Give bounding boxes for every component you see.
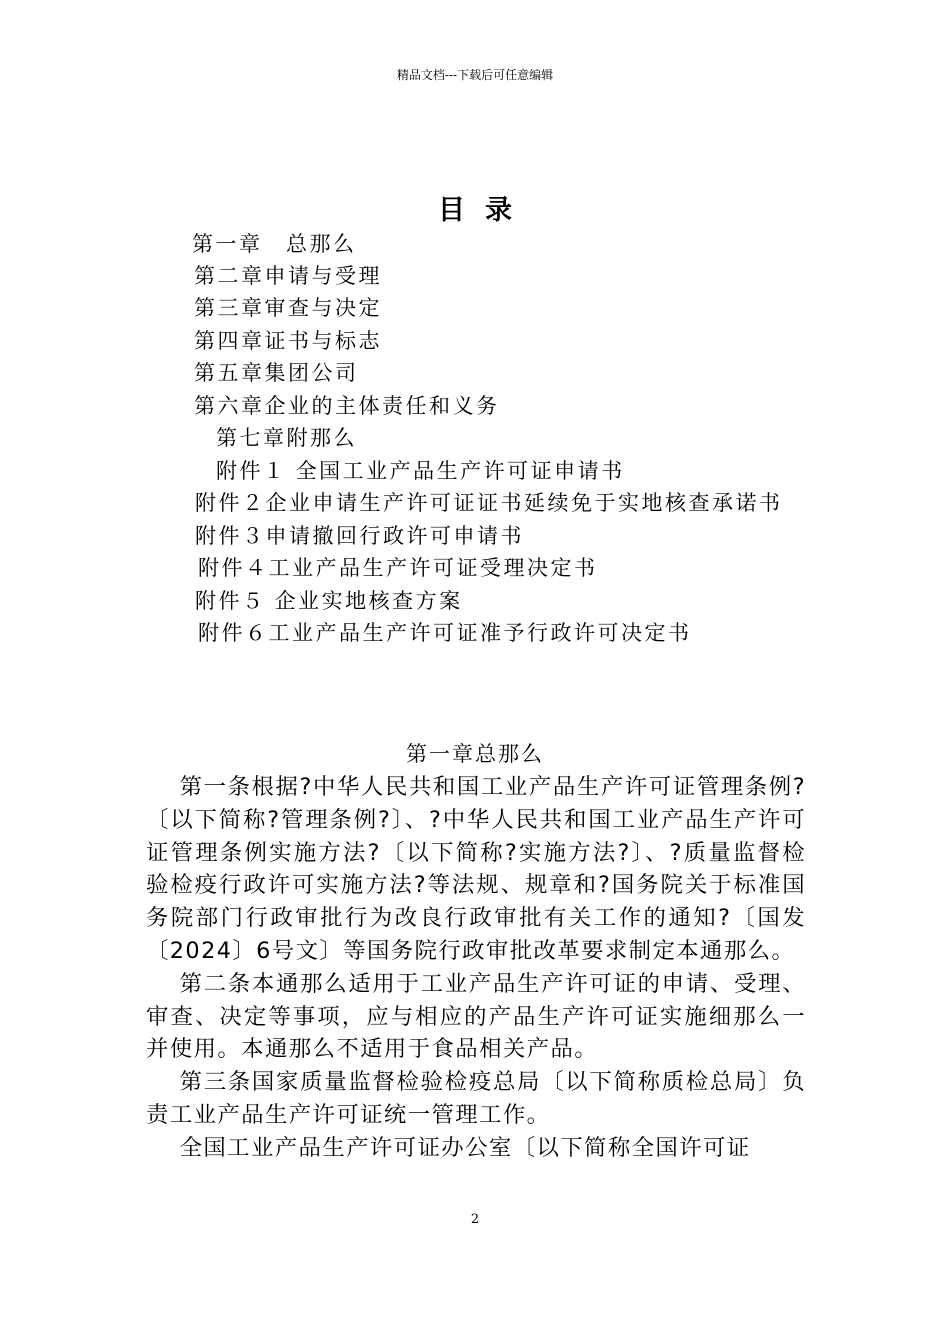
article-1: 第一条根据?中华人民共和国工业产品生产许可证管理条例?〔以下简称?管理条例?〕、?中华人民共和国工业产品生产许可证管理条例实施方法?〔以下简称?实施方法?〕、?质量监督检验检疫行政许可实施方法?等法规、规章和?国务院关于标准国务院部门行政审批行为改良行政审批有关工作的通知?〔国发〔2024〕6号文〕等国务院行政审批改革要求制定本通那么。: [146, 774, 806, 964]
chapter-body: [146, 771, 806, 1165]
toc-item-appendix-6: 附件６工业产品生产许可证准予行政许可决定书: [198, 621, 692, 645]
toc-item-appendix-5: 附件５ 企业实地核查方案: [195, 589, 463, 613]
toc-item-chapter-7: 第七章附那么: [216, 426, 357, 450]
toc-item-chapter-4: 第四章证书与标志: [194, 329, 382, 353]
toc-item-chapter-6: 第六章企业的主体责任和义务: [194, 394, 500, 418]
page-number: 2: [470, 1212, 480, 1227]
toc-item-chapter-1: 第一章 总那么: [192, 232, 357, 256]
toc-item-appendix-2: 附件２企业申请生产许可证证书延续免于实地核查承诺书: [195, 491, 783, 515]
toc-item-appendix-4: 附件４工业产品生产许可证受理决定书: [198, 556, 598, 580]
toc-item-appendix-1: 附件１ 全国工业产品生产许可证申请书: [216, 459, 625, 483]
toc-item-chapter-2: 第二章申请与受理: [194, 264, 382, 288]
article-3: 第三条国家质量监督检验检疫总局〔以下简称质检总局〕负责工业产品生产许可证统一管理工作。: [146, 1069, 806, 1128]
toc-item-appendix-3: 附件３申请撤回行政许可申请书: [195, 524, 524, 548]
toc-item-chapter-3: 第三章审查与决定: [194, 296, 382, 320]
article-2: 第二条本通那么适用于工业产品生产许可证的申请、受理、审查、决定等事项，应与相应的产品生产许可证实施细那么一并使用。本通那么不适用于食品相关产品。: [146, 970, 806, 1063]
toc-item-chapter-5: 第五章集团公司: [194, 361, 359, 385]
toc-title: 目录: [438, 195, 532, 226]
page-header: 精品文档---下载后可任意编辑: [396, 68, 554, 82]
article-3-continued: 全国工业产品生产许可证办公室〔以下简称全国许可证: [179, 1134, 751, 1161]
chapter-heading: 第一章总那么: [406, 742, 544, 766]
